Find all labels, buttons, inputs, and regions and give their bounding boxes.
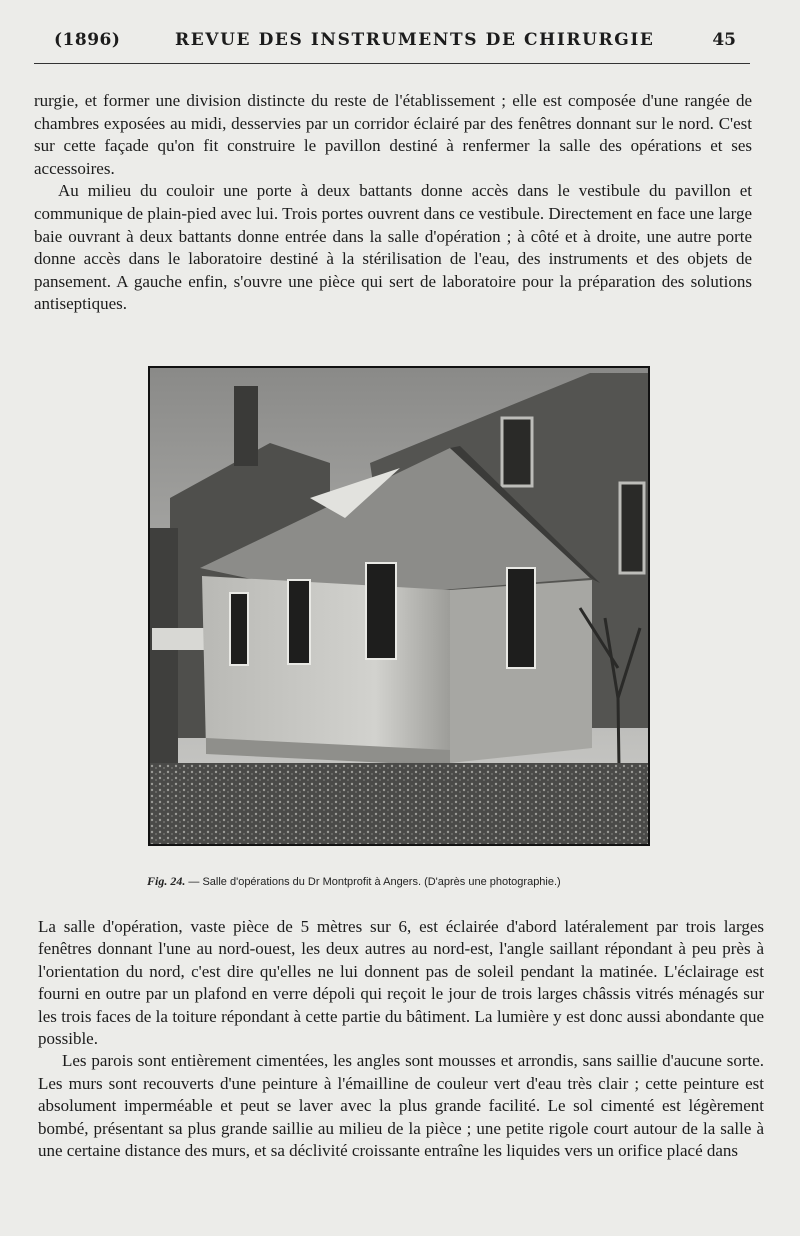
figure-caption: [147, 874, 707, 889]
running-header: [50, 30, 750, 56]
bottom-text-block: [38, 916, 764, 1162]
top-text-block: [34, 90, 752, 316]
page-number: 45: [712, 30, 736, 50]
header-rule: [34, 63, 750, 64]
photograph-illustration: [150, 368, 648, 844]
header-year: (1896): [54, 30, 121, 50]
header-title: REVUE DES INSTRUMENTS DE CHIRURGIE: [175, 30, 655, 50]
paragraph: Les parois sont entièrement cimentées, les angles sont mousses et arrondis, sans saillie d'aucune sorte. Les murs sont recouverts d'une peinture à l'émailline de couleur vert d'eau très clair ; cette peinture est absolument imperméable et peut se laver avec la plus grande facilité. Le sol cimenté est légèrement bombé, présentant sa plus grande saillie au milieu de la pièce ; une petite rigole court autour de la salle à une certaine distance des murs, et sa déclivité croissante entraîne les liquides vers un orifice placé dans: [38, 1051, 764, 1161]
figure-number: Fig. 24.: [147, 874, 186, 888]
paragraph: Au milieu du couloir une porte à deux battants donne accès dans le vestibule du pavillon et communique de plain-pied avec lui. Trois portes ouvrent dans ce vestibule. Directement en face une large baie ouvrant à deux battants donne entrée dans la salle d'opération ; à côté et à droite, une autre porte donne accès dans le laboratoire destiné à la stérilisation de l'eau, des instruments et des objets de pansement. A gauche enfin, s'ouvre une pièce qui sert de laboratoire pour la préparation des solutions antiseptiques.: [34, 181, 752, 314]
paragraph: rurgie, et former une division distincte du reste de l'établissement ; elle est composée d'une rangée de chambres exposées au midi, desservies par un corridor éclairé par des fenêtres donnant sur le nord. C'est sur cette façade qu'on fit construire le pavillon destiné à renfermer la salle des opérations et ses accessoires.: [34, 91, 752, 178]
building-photograph: [148, 366, 650, 846]
caption-text: — Salle d'opérations du Dr Montprofit à Angers. (D'après une photographie.): [188, 876, 561, 888]
paragraph: La salle d'opération, vaste pièce de 5 mètres sur 6, est éclairée d'abord latéralement par trois larges fenêtres donnant l'une au nord-ouest, les deux autres au nord-est, l'angle saillant répondant à peu près à l'orientation du nord, c'est dire qu'elles ne lui donnent pas de soleil pendant la matinée. L'éclairage est fourni en outre par un plafond en verre dépoli qui reçoit le jour de trois larges châssis vitrés ménagés sur les trois faces de la toiture répondant à cette partie du bâtiment. La lumière y est donc aussi abondante que possible.: [38, 917, 764, 1049]
